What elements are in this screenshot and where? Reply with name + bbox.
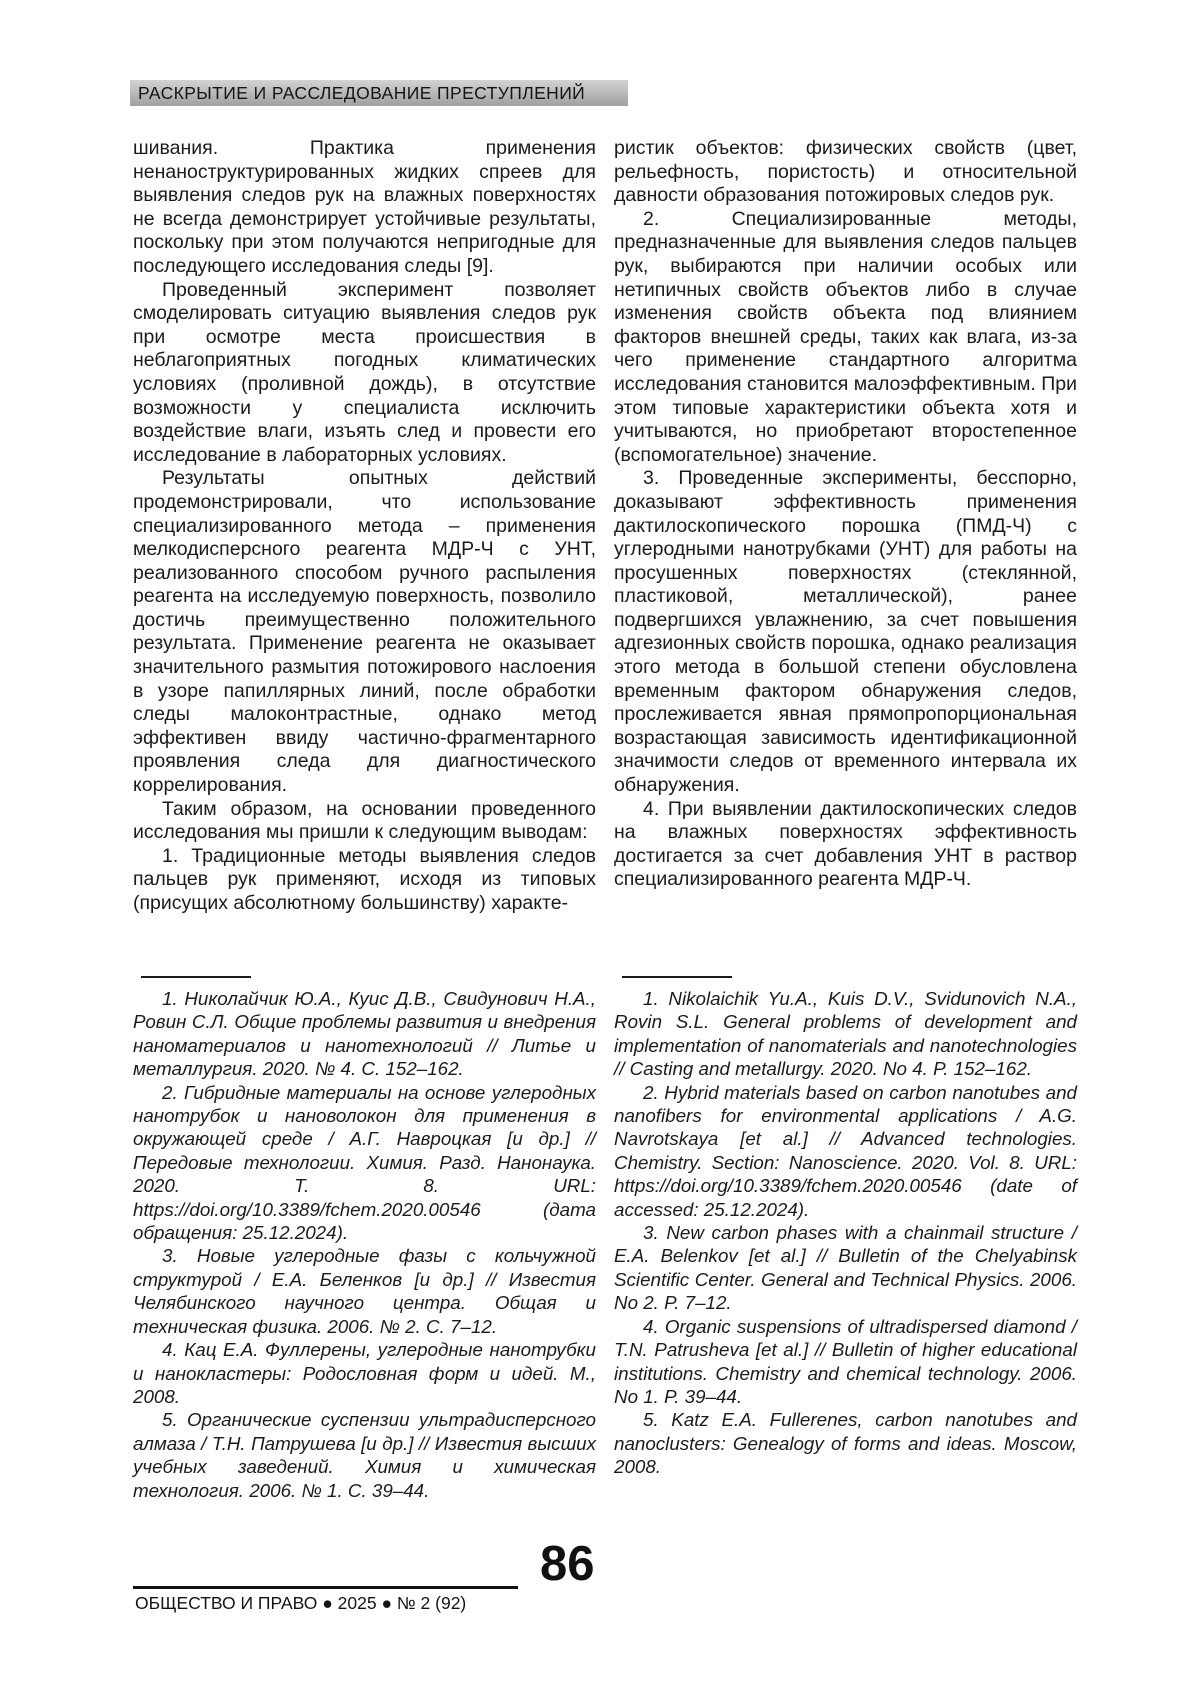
body-paragraph-right-3: 3. Проведенные эксперименты, бесспорно, доказывают эффективность применения дактилоскопического порошка (ПМД-Ч) с углеродными нанотрубками (УНТ) для работы на просушенных поверхностях (стеклянной, пластиковой, металлической), ранее подвергшихся увлажнению, за счет повышения адгезионных свойств порошка, однако реализация этого метода в большой степени обусловлена временным фактором обнаружения следов, прослеживается явная прямопропорциональная возрастающая зависимость идентификационной значимости следов от временного интервала их обнаружения. xyxy=(614,467,1077,797)
footnote-en-2: 2. Hybrid materials based on carbon nanotubes and nanofibers for environmental applications / A.G. Navrotskaya [et al.] // Advanced technologies. Chemistry. Section: Nanoscience. 2020. Vol. 8. URL: https://doi.org/10.3389/fchem.2020.00546 (date of accessed: 25.12.2024). xyxy=(614,1081,1077,1220)
footnote-en-1: 1. Nikolaichik Yu.A., Kuis D.V., Svidunovich N.A., Rovin S.L. General problems of development and implementation of nanomaterials and nanotechnologies // Casting and metallurgy. 2020. No 4. P. 152–162. xyxy=(614,988,1077,1080)
right-column xyxy=(614,137,1077,892)
footnotes-english xyxy=(614,976,1077,1479)
footnote-ru-2: 2. Гибридные материалы на основе углеродных нанотрубок и нановолокон для применения в окружающей среде / А.Г. Навроцкая [и др.] // Передовые технологии. Химия. Разд. Нанонаука. 2020. Т. 8. URL: https://doi.org/10.3389/fchem.2020.00546 (дата обращения: 25.12.2024). xyxy=(133,1081,596,1244)
footnote-separator-rule xyxy=(141,976,251,978)
page-number: 86 xyxy=(540,1537,595,1591)
body-paragraph-left-4: Таким образом, на основании проведенного исследования мы пришли к следующим выводам: xyxy=(133,797,596,844)
section-header-title: РАСКРЫТИЕ И РАССЛЕДОВАНИЕ ПРЕСТУПЛЕНИЙ xyxy=(138,82,586,103)
left-column xyxy=(133,137,596,916)
footnote-ru-5: 5. Органические суспензии ультрадисперсного алмаза / Т.Н. Патрушева [и др.] // Известия высших учебных заведений. Химия и химическая технология. 2006. № 1. С. 39–44. xyxy=(133,1409,596,1501)
body-paragraph-left-2: Проведенный эксперимент позволяет смоделировать ситуацию выявления следов рук при осмотре места происшествия в неблагоприятных погодных климатических условиях (проливной дождь), в отсутствие возможности у специалиста исключить воздействие влаги, изъять след и провести его исследование в лабораторных условиях. xyxy=(133,278,596,466)
body-paragraph-right-1: ристик объектов: физических свойств (цвет, рельефность, пористость) и относительной давности образования потожировых следов рук. xyxy=(614,137,1077,207)
journal-footer-line: ОБЩЕСТВО И ПРАВО ● 2025 ● № 2 (92) xyxy=(135,1593,467,1613)
footnote-ru-4: 4. Кац Е.А. Фуллерены, углеродные нанотрубки и нанокластеры: Родословная форм и идей. М., 2008. xyxy=(133,1339,596,1407)
footnote-en-5: 5. Katz E.A. Fullerenes, carbon nanotubes and nanoclusters: Genealogy of forms and ideas. Moscow, 2008. xyxy=(614,1409,1077,1478)
footnote-en-3: 3. New carbon phases with a chainmail structure / E.A. Belenkov [et al.] // Bulletin of the Chelyabinsk Scientific Center. General and Technical Physics. 2006. No 2. P. 7–12. xyxy=(614,1222,1077,1314)
footnote-en-4: 4. Organic suspensions of ultradispersed diamond / T.N. Patrusheva [et al.] // Bulletin of higher educational institutions. Chemistry and chemical technology. 2006. No 1. P. 39–44. xyxy=(614,1315,1077,1407)
body-paragraph-left-1: шивания. Практика применения ненаноструктурированных жидких спреев для выявления следов рук на влажных поверхностях не всегда демонстрирует устойчивые результаты, поскольку при этом получаются непригодные для последующего исследования следы [9]. xyxy=(133,137,596,277)
footnote-separator-rule xyxy=(622,976,732,978)
body-paragraph-right-2: 2. Специализированные методы, предназначенные для выявления следов пальцев рук, выбираются при наличии особых или нетипичных свойств объектов либо в случае изменения свойств объекта под влиянием факторов внешней среды, таких как влага, из-за чего применение стандартного алгоритма исследования становится малоэффективным. При этом типовые характеристики объекта хотя и учитываются, но приобретают второстепенное (вспомогательное) значение. xyxy=(614,207,1077,466)
footnote-ru-3: 3. Новые углеродные фазы с кольчужной структурой / Е.А. Беленков [и др.] // Известия Челябинского научного центра. Общая и техническая физика. 2006. № 2. С. 7–12. xyxy=(133,1245,596,1337)
body-paragraph-right-4: 4. При выявлении дактилоскопических следов на влажных поверхностях эффективность достигается за счет добавления УНТ в раствор специализированного реагента МДР-Ч. xyxy=(614,797,1077,891)
footer-rule xyxy=(133,1586,518,1589)
body-paragraph-left-3: Результаты опытных действий продемонстрировали, что использование специализированного метода – применения мелкодисперсного реагента МДР-Ч с УНТ, реализованного способом ручного распыления реагента на исследуемую поверхность, позволило достичь преимущественно положительного результата. Применение реагента не оказывает значительного размытия потожирового наслоения в узоре папиллярных линий, после обработки следы малоконтрастные, однако метод эффективен ввиду частично-фрагментарного проявления следа для диагностического коррелирования. xyxy=(133,467,596,797)
footnote-ru-1: 1. Николайчик Ю.А., Куис Д.В., Свидунович Н.А., Ровин С.Л. Общие проблемы развития и внедрения наноматериалов и нанотехнологий // Литье и металлургия. 2020. № 4. С. 152–162. xyxy=(133,988,596,1080)
footnotes-russian xyxy=(133,976,596,1502)
section-header-bar xyxy=(130,80,628,106)
body-paragraph-left-5: 1. Традиционные методы выявления следов пальцев рук применяют, исходя из типовых (присущих абсолютному большинству) характе- xyxy=(133,844,596,914)
